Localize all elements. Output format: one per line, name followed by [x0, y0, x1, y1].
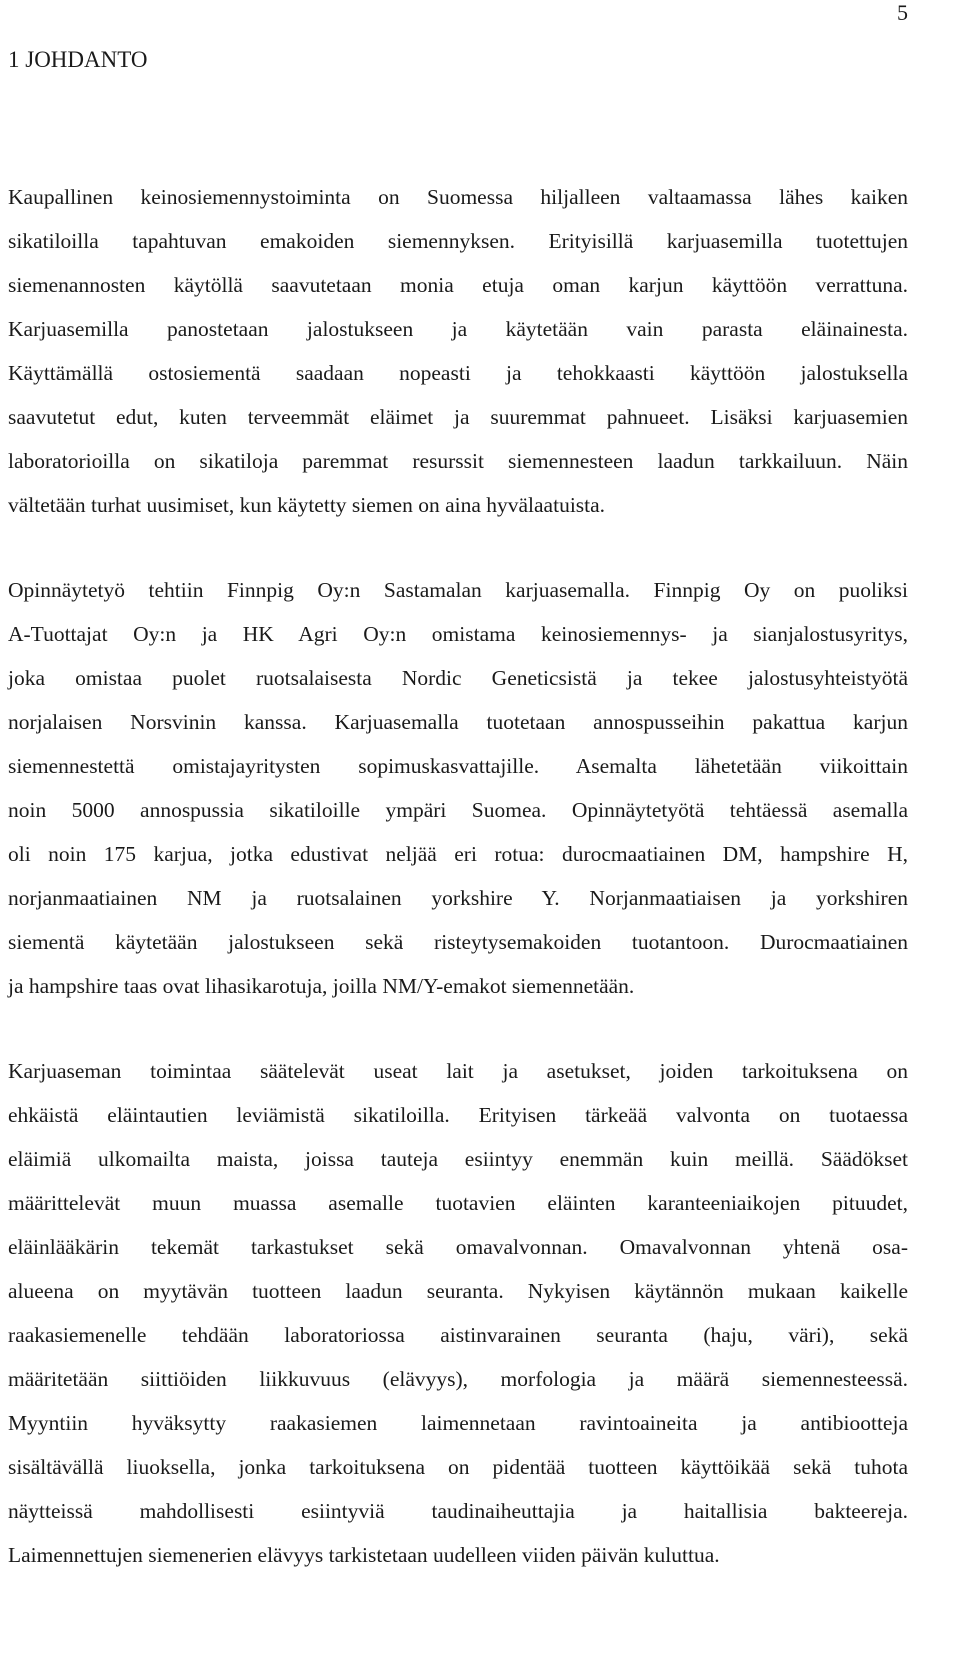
- text-line: norjalaisen Norsvinin kanssa. Karjuasemalla tuotetaan annospusseihin pakattua karjun: [8, 710, 908, 734]
- text-line: oli noin 175 karjua, jotka edustivat neljää eri rotua: durocmaatiainen DM, hampshire H,: [8, 842, 908, 866]
- text-line: Käyttämällä ostosiementä saadaan nopeasti ja tehokkaasti käyttöön jalostuksella: [8, 361, 908, 385]
- text-line: vältetään turhat uusimiset, kun käytetty siemen on aina hyvälaatuista.: [8, 493, 606, 517]
- text-line: siemenannosten käytöllä saavutetaan monia etuja oman karjun käyttöön verrattuna.: [8, 273, 908, 297]
- text-line: näytteissä mahdollisesti esiintyviä taudinaiheuttajia ja haitallisia bakteereja.: [8, 1499, 908, 1523]
- text-line: Kaupallinen keinosiemennystoiminta on Suomessa hiljalleen valtaamassa lähes kaiken: [8, 185, 908, 209]
- text-line: määritetään siittiöiden liikkuvuus (elävyys), morfologia ja määrä siemennesteessä.: [8, 1367, 908, 1391]
- text-line: joka omistaa puolet ruotsalaisesta Nordic Geneticsistä ja tekee jalostusyhteistyötä: [8, 666, 908, 690]
- paragraph-1: [8, 175, 908, 527]
- text-line: määrittelevät muun muassa asemalle tuotavien eläinten karanteeniaikojen pituudet,: [8, 1191, 908, 1215]
- text-line: eläimiä ulkomailta maista, joissa tauteja esiintyy enemmän kuin meillä. Säädökset: [8, 1147, 908, 1171]
- text-line: ja hampshire taas ovat lihasikarotuja, joilla NM/Y-emakot siemennetään.: [8, 974, 635, 998]
- section-heading: 1 JOHDANTO: [8, 47, 148, 72]
- text-line: A-Tuottajat Oy:n ja HK Agri Oy:n omistama keinosiemennys- ja sianjalostusyritys,: [8, 622, 908, 646]
- text-line: laboratorioilla on sikatiloja paremmat resurssit siemennesteen laadun tarkkailuun. Näin: [8, 449, 908, 473]
- text-line: alueena on myytävän tuotteen laadun seuranta. Nykyisen käytännön mukaan kaikelle: [8, 1279, 908, 1303]
- text-line: Karjuasemilla panostetaan jalostukseen ja käytetään vain parasta eläinainesta.: [8, 317, 908, 341]
- text-line: Opinnäytetyö tehtiin Finnpig Oy:n Sastamalan karjuasemalla. Finnpig Oy on puoliksi: [8, 578, 908, 602]
- text-line: sisältävällä liuoksella, jonka tarkoituksena on pidentää tuotteen käyttöikää sekä tuhota: [8, 1455, 908, 1479]
- text-line: Karjuaseman toimintaa säätelevät useat lait ja asetukset, joiden tarkoituksena on: [8, 1059, 908, 1083]
- text-line: Laimennettujen siemenerien elävyys tarkistetaan uudelleen viiden päivän kuluttua.: [8, 1543, 720, 1567]
- text-line: eläinlääkärin tekemät tarkastukset sekä omavalvonnan. Omavalvonnan yhtenä osa-: [8, 1235, 908, 1259]
- paragraph-3: [8, 1049, 908, 1577]
- text-line: siementä käytetään jalostukseen sekä risteytysemakoiden tuotantoon. Durocmaatiainen: [8, 930, 908, 954]
- text-line: ehkäistä eläintautien leviämistä sikatiloilla. Erityisen tärkeää valvonta on tuotaessa: [8, 1103, 908, 1127]
- text-line: noin 5000 annospussia sikatiloille ympäri Suomea. Opinnäytetyötä tehtäessä asemalla: [8, 798, 908, 822]
- text-line: norjanmaatiainen NM ja ruotsalainen yorkshire Y. Norjanmaatiaisen ja yorkshiren: [8, 886, 908, 910]
- text-line: saavutetut edut, kuten terveemmät eläimet ja suuremmat pahnueet. Lisäksi karjuasemien: [8, 405, 908, 429]
- text-line: Myyntiin hyväksytty raakasiemen laimennetaan ravintoaineita ja antibiootteja: [8, 1411, 908, 1435]
- text-line: sikatiloilla tapahtuvan emakoiden siemennyksen. Erityisillä karjuasemilla tuotettujen: [8, 229, 908, 253]
- text-line: siemennestettä omistajayritysten sopimuskasvattajille. Asemalta lähetetään viikoittain: [8, 754, 908, 778]
- text-line: raakasiemenelle tehdään laboratoriossa aistinvarainen seuranta (haju, väri), sekä: [8, 1323, 908, 1347]
- page-number: 5: [897, 0, 908, 25]
- paragraph-2: [8, 568, 908, 1008]
